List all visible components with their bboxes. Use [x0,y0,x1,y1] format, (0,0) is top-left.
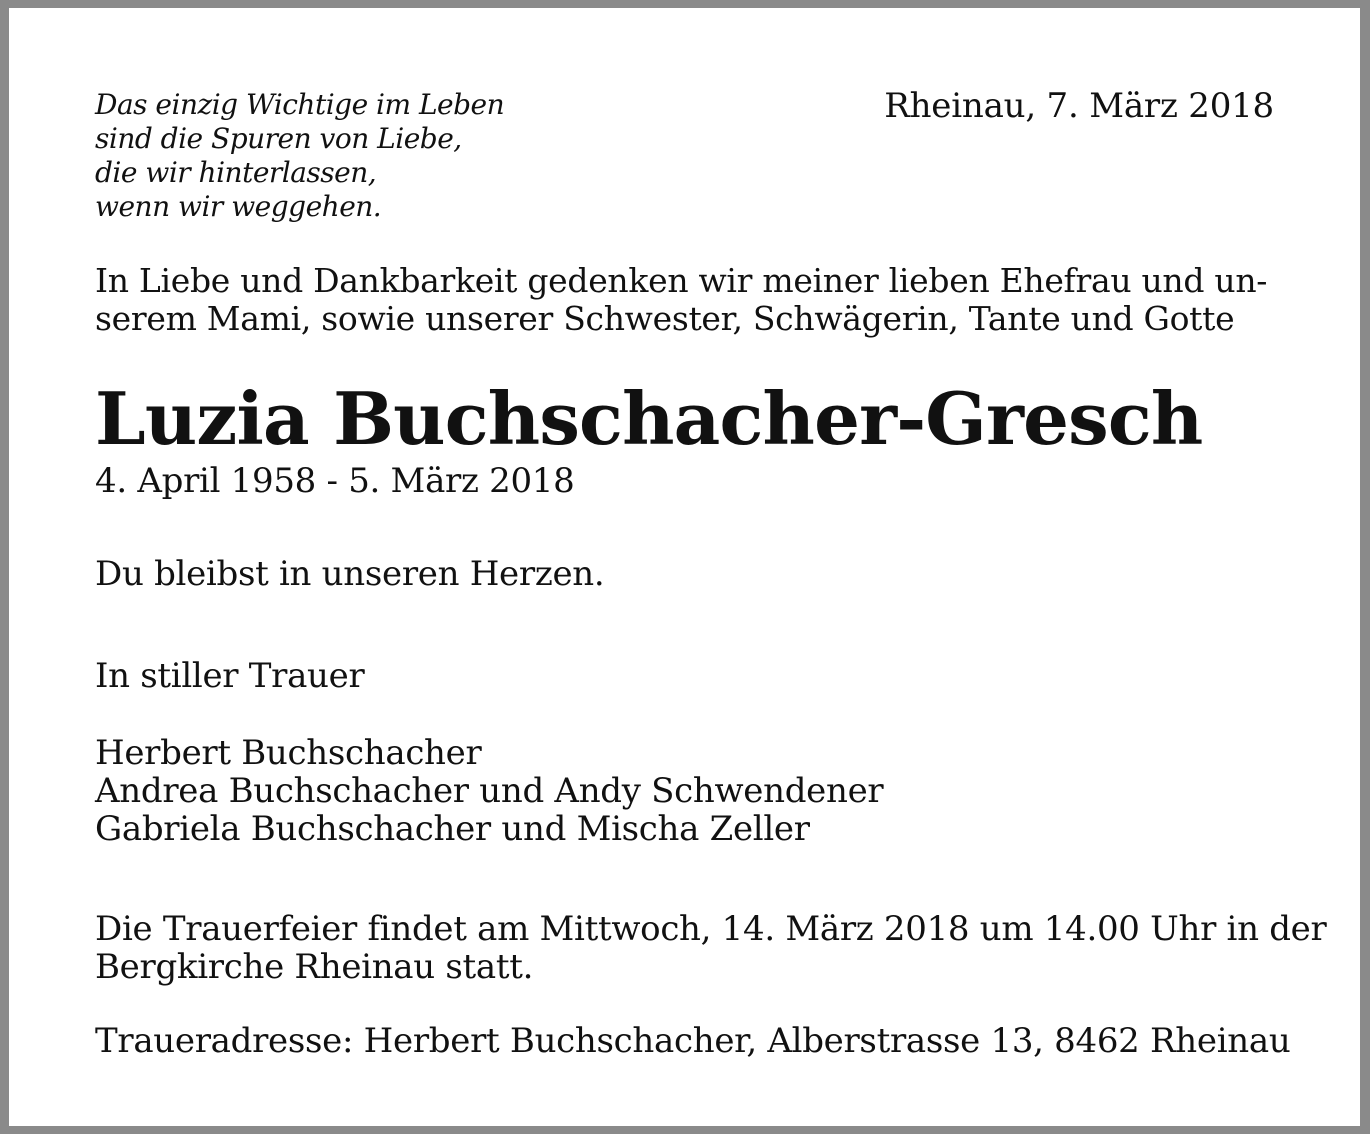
place-date: Rheinau, 7. März 2018 [884,86,1274,126]
mourners-list [95,734,883,848]
intro-line: serem Mami, sowie unserer Schwester, Schwägerin, Tante und Gotte [95,299,1235,338]
quote-line: die wir hinterlassen, [95,156,377,189]
service-info [95,910,1326,986]
deceased-name: Luzia Buchschacher-Gresch [95,376,1203,461]
tribute-line: Du bleibst in unseren Herzen. [95,554,605,594]
quote-line: wenn wir weggehen. [95,190,382,223]
quote-block [95,88,615,224]
mourning-address: Traueradresse: Herbert Buchschacher, Alberstrasse 13, 8462 Rheinau [95,1021,1291,1061]
mourner-line: Andrea Buchschacher und Andy Schwendener [95,771,884,811]
mourner-line: Gabriela Buchschacher und Mischa Zeller [95,809,810,849]
quote-line: sind die Spuren von Liebe, [95,122,462,155]
service-line: Bergkirche Rheinau statt. [95,947,534,987]
quote-line: Das einzig Wichtige im Leben [95,88,505,121]
mourner-line: Herbert Buchschacher [95,733,482,773]
intro-paragraph [95,262,1285,338]
mourning-heading: In stiller Trauer [95,656,365,696]
service-line: Die Trauerfeier findet am Mittwoch, 14. März 2018 um 14.00 Uhr in der [95,909,1327,949]
lifespan-dates: 4. April 1958 - 5. März 2018 [95,461,575,501]
intro-line: In Liebe und Dankbarkeit gedenken wir meiner lieben Ehefrau und un- [95,261,1268,300]
